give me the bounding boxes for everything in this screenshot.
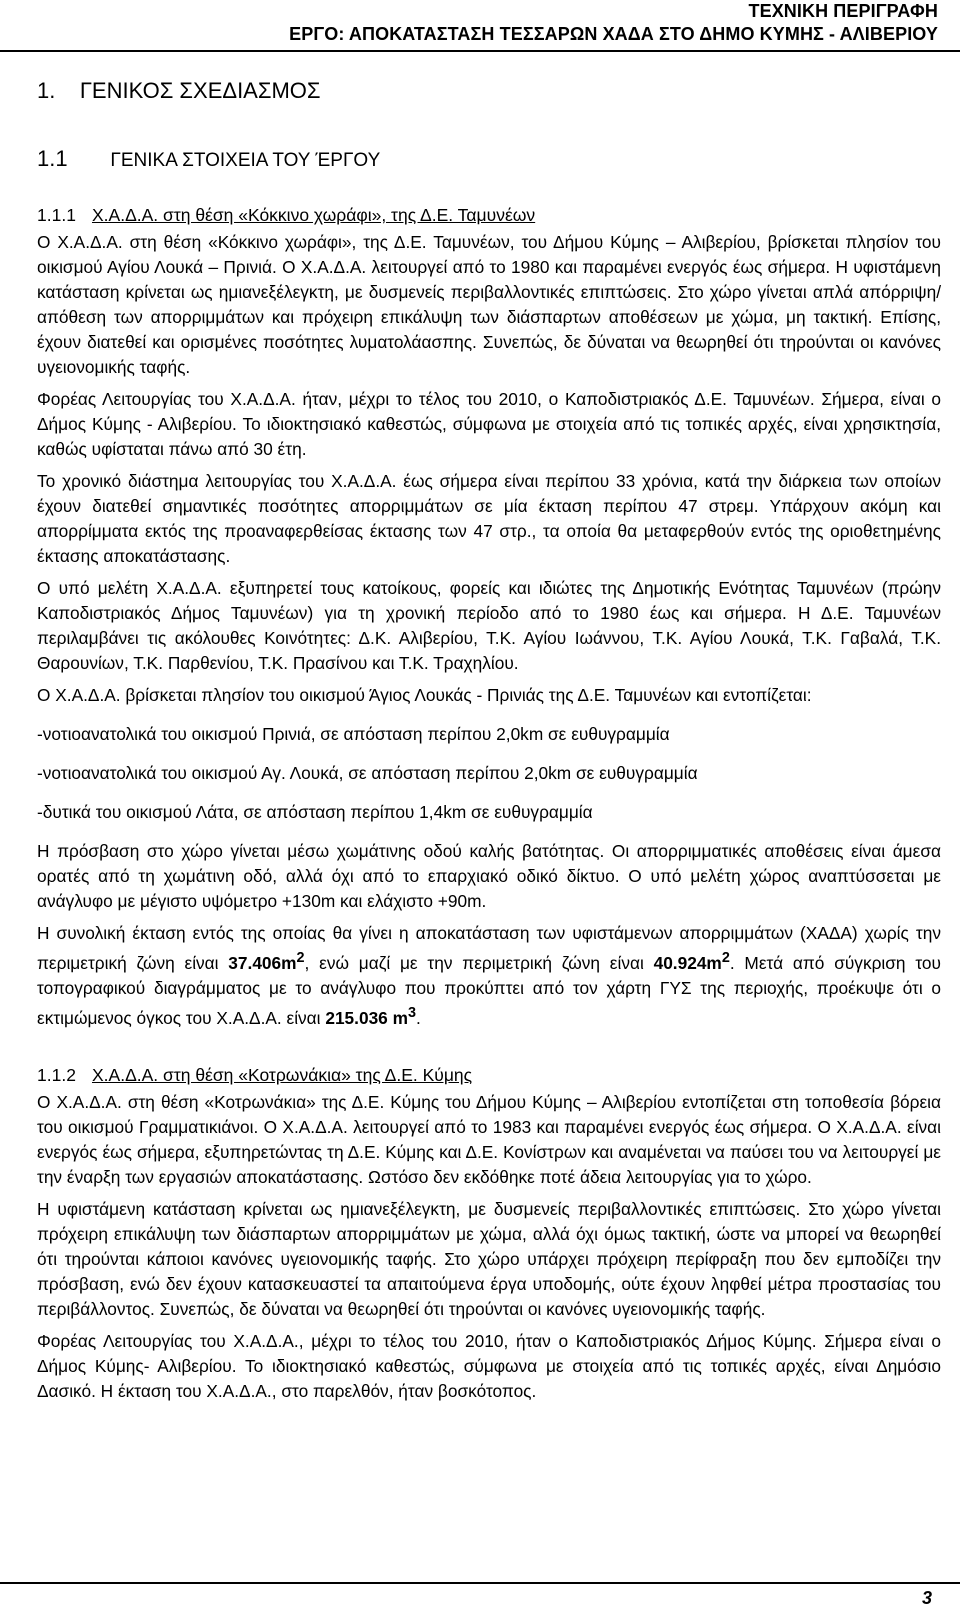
page-number: 3	[921, 1588, 932, 1608]
text-run: 37.406m	[228, 952, 297, 973]
paragraph: Το χρονικό διάστημα λειτουργίας του Χ.Α.Δ.Α. έως σήμερα είναι περίπου 33 χρόνια, κατά την διάρκεια των οποίων έχουν διατεθεί σημαντικές ποσότητες απορριμμάτων σε μία έκταση περίπου 47 στρεμ. Υπάρχουν ακόμη και απορρίμματα εκτός της προαναφερθείσας έκτασης των 47 στρ., τα οποία θα μεταφερθούν εντός της οριοθετημένης έκτασης αποκατάστασης.	[37, 471, 941, 566]
location-item: -νοτιοανατολικά του οικισμού Πρινιά, σε απόσταση περίπου 2,0km σε ευθυγραμμία	[37, 724, 670, 744]
superscript: 2	[721, 950, 730, 966]
section-number: 1.	[37, 78, 56, 103]
paragraph-area: Η συνολική έκταση εντός της οποίας θα γίνει η αποκατάσταση των υφιστάμενων απορριμμάτων (ΧΑΔΑ) χωρίς την περιμετρική ζώνη είναι $37.406m^2$, ενώ μαζί με την περιμετρική ζώνη είναι $40.924m^2$. Μετά από σύγκριση του τοπογραφικού διαγράμματος με το ανάγλυφο που προκύπτει από τον χάρτη ΓΥΣ της περιοχής, προέκυψε ότι ο εκτιμώμενος όγκος του Χ.Α.Δ.Α. είναι 215.036 $m^3$.	[37, 923, 941, 1028]
paragraph: Ο Χ.Α.Δ.Α. στη θέση «Κόκκινο χωράφι», της Δ.Ε. Ταμυνέων, του Δήμου Κύμης – Αλιβερίου, βρίσκεται πλησίον του οικισμού Αγίου Λουκά – Πρινιά. Ο Χ.Α.Δ.Α. λειτουργεί από το 1980 και παραμένει ενεργός έως σήμερα. Η υφιστάμενη κατάσταση κρίνεται ως ημιανεξέλεγκτη, με δυσμενείς περιβαλλοντικές επιπτώσεις. Στο χώρο γίνεται απλά απόρριψη/απόθεση των απορριμμάτων και πρόχειρη επικάλυψη των διάσπαρτων αποθέσεων με χώμα, μη τακτική. Επίσης, έχουν διατεθεί και ορισμένες ποσότητες λυματολάασπης. Συνεπώς, δε δύναται να θεωρηθεί ότι τηρούνται οι κανόνες υγειονομικής ταφής.	[37, 232, 941, 377]
text-run: Η συνολική έκταση εντός της οποίας θα γίνει η αποκατάσταση των υφιστάμενων απορριμμάτων (ΧΑΔΑ) χωρίς την περιμετρική ζώνη είναι	[37, 923, 941, 973]
paragraph: Φορέας Λειτουργίας του Χ.Α.Δ.Α. ήταν, μέχρι το τέλος του 2010, ο Καποδιστριακός Δ.Ε. Ταμυνέων. Σήμερα, είναι ο Δήμος Κύμης - Αλιβερίου. Το ιδιοκτησιακό καθεστώς, σύμφωνα με στοιχεία από τις τοπικές αρχές, είναι χρησικτησία, καθώς υφίσταται πάνω από 30 έτη.	[37, 389, 941, 459]
paragraph: Ο υπό μελέτη Χ.Α.Δ.Α. εξυπηρετεί τους κατοίκους, φορείς και ιδιώτες της Δημοτικής Ενότητας Ταμυνέων (πρώην Καποδιστριακός Δήμος Ταμυνέων) για τη χρονική περίοδο από το 1980 έως και σήμερα. Η Δ.Ε. Ταμυνέων περιλαμβάνει τις ακόλουθες Κοινότητες: Δ.Κ. Αλιβερίου, Τ.Κ. Αγίου Ιωάννου, Τ.Κ. Αγίου Λουκά, Τ.Κ. Γαβαλά, Τ.Κ. Θαρουνίων, Τ.Κ. Παρθενίου, Τ.Κ. Πρασίνου και Τ.Κ. Τραχηλίου.	[37, 578, 941, 673]
section-heading-1-1	[37, 146, 941, 174]
section-title: Χ.Α.Δ.Α. στη θέση «Κόκκινο χωράφι», της Δ.Ε. Ταμυνέων	[92, 205, 536, 225]
superscript: 2	[296, 950, 305, 966]
text-run: . Μετά από σύγκριση του τοπογραφικού διαγράμματος με το ανάγλυφο που προκύπτει από τον χάρτη ΓΥΣ της περιοχής, προέκυψε ότι ο εκτιμώμενος όγκος του Χ.Α.Δ.Α. είναι	[37, 952, 941, 1028]
section-title: Χ.Α.Δ.Α. στη θέση «Κοτρωνάκια» της Δ.Ε. Κύμης	[92, 1064, 473, 1085]
paragraph: Η πρόσβαση στο χώρο γίνεται μέσω χωμάτινης οδού καλής βατότητας. Οι απορριμματικές αποθέσεις είναι άμεσα ορατές από τη χωμάτινη οδό, αλλά όχι από το επαρχιακό οδικό δίκτυο. Ο υπό μελέτη χώρος αναπτύσσεται με ανάγλυφο με μέγιστο υψόμετρο +130m και ελάχιστο +90m.	[37, 841, 941, 911]
section-number: 1.1	[37, 146, 68, 171]
location-item: -νοτιοανατολικά του οικισμού Αγ. Λουκά, σε απόσταση περίπου 2,0km σε ευθυγραμμία	[37, 763, 698, 783]
section-heading-1-1-2	[37, 1064, 941, 1086]
volume-value	[325, 1004, 416, 1028]
paragraph: Ο Χ.Α.Δ.Α. στη θέση «Κοτρωνάκια» της Δ.Ε. Κύμης του Δήμου Κύμης – Αλιβερίου εντοπίζεται στη τοποθεσία βόρεια του οικισμού Γραμματικιάνοι. Ο Χ.Α.Δ.Α. λειτουργεί από το 1983 και παραμένει ενεργός έως σήμερα. Ο Χ.Α.Δ.Α. είναι ενεργός έως σήμερα, εξυπηρετώντας τη Δ.Ε. Κύμης και Δ.Ε. Κονίστρων και αναμένεται να παύσει του να λειτουργεί με την έναρξη των εργασιών αποκατάστασης. Ωστόσο δεν εκδόθηκε ποτέ άδεια λειτουργίας για το χώρο.	[37, 1091, 941, 1187]
area-value	[228, 950, 305, 973]
header-title: ΤΕΧΝΙΚΗ ΠΕΡΙΓΡΑΦΗ	[748, 1, 938, 21]
text-run: 215.036 m	[325, 1007, 408, 1028]
section-title: ΓΕΝΙΚΑ ΣΤΟΙΧΕΙΑ ΤΟΥ ΈΡΓΟΥ	[110, 150, 381, 171]
running-header	[289, 0, 938, 46]
section-number: 1.1.2	[37, 1064, 76, 1085]
header-project: ΕΡΓΟ: ΑΠΟΚΑΤΑΣΤΑΣΗ ΤΕΣΣΑΡΩΝ ΧΑΔΑ ΣΤΟ ΔΗΜΟ ΚΥΜΗΣ - ΑΛΙΒΕΡΙΟΥ	[289, 24, 938, 44]
text-run: , ενώ μαζί με την περιμετρική ζώνη είναι	[304, 952, 654, 973]
section-title: ΓΕΝΙΚΟΣ ΣΧΕΔΙΑΣΜΟΣ	[79, 78, 321, 103]
header-rule	[0, 50, 960, 52]
area-value	[653, 950, 730, 973]
paragraph: Ο Χ.Α.Δ.Α. βρίσκεται πλησίον του οικισμού Άγιος Λουκάς - Πρινιάς της Δ.Ε. Ταμυνέων και εντοπίζεται:	[37, 685, 812, 705]
footer-rule	[0, 1582, 960, 1584]
section-number: 1.1.1	[37, 205, 76, 225]
section-heading-1	[37, 78, 941, 104]
section-heading-1-1-1	[37, 204, 941, 226]
spacer	[37, 1038, 941, 1064]
text-run: 40.924m	[653, 952, 722, 973]
superscript: 3	[407, 1004, 416, 1021]
paragraph: Η υφιστάμενη κατάσταση κρίνεται ως ημιανεξέλεγκτη, με δυσμενείς περιβαλλοντικές επιπτώσεις. Στο χώρο γίνεται πρόχειρη επικάλυψη των διάσπαρτων απορριμμάτων με χώμα, αλλά όχι όμως τακτική, ώστε να μπορεί να θεωρηθεί ότι τηρούνται κάποιοι κανόνες υγειονομικής ταφής. Στο χώρο υπάρχει πρόχειρη περίφραξη που δεν εμποδίζει την πρόσβαση, ενώ δεν έχουν κατασκευαστεί τα απαιτούμενα έργα υποδομής, ούτε έχουν ληφθεί μέτρα προστασίας του περιβάλλοντος. Συνεπώς, δε δύναται να θεωρηθεί ότι τηρούνται οι κανόνες υγειονομικής ταφής.	[37, 1198, 941, 1319]
location-item: -δυτικά του οικισμού Λάτα, σε απόσταση περίπου 1,4km σε ευθυγραμμία	[37, 802, 593, 822]
paragraph: Φορέας Λειτουργίας του Χ.Α.Δ.Α., μέχρι το τέλος του 2010, ήταν ο Καποδιστριακός Δήμος Κύμης. Σήμερα είναι ο Δήμος Κύμης- Αλιβερίου. Το ιδιοκτησιακό καθεστώς, σύμφωνα με στοιχεία από τις τοπικές αρχές, είναι Δημόσιο Δασικό. Η έκταση του Χ.Α.Δ.Α., στο παρελθόν, ήταν βοσκότοπος.	[37, 1330, 941, 1401]
document-body	[37, 78, 941, 1411]
